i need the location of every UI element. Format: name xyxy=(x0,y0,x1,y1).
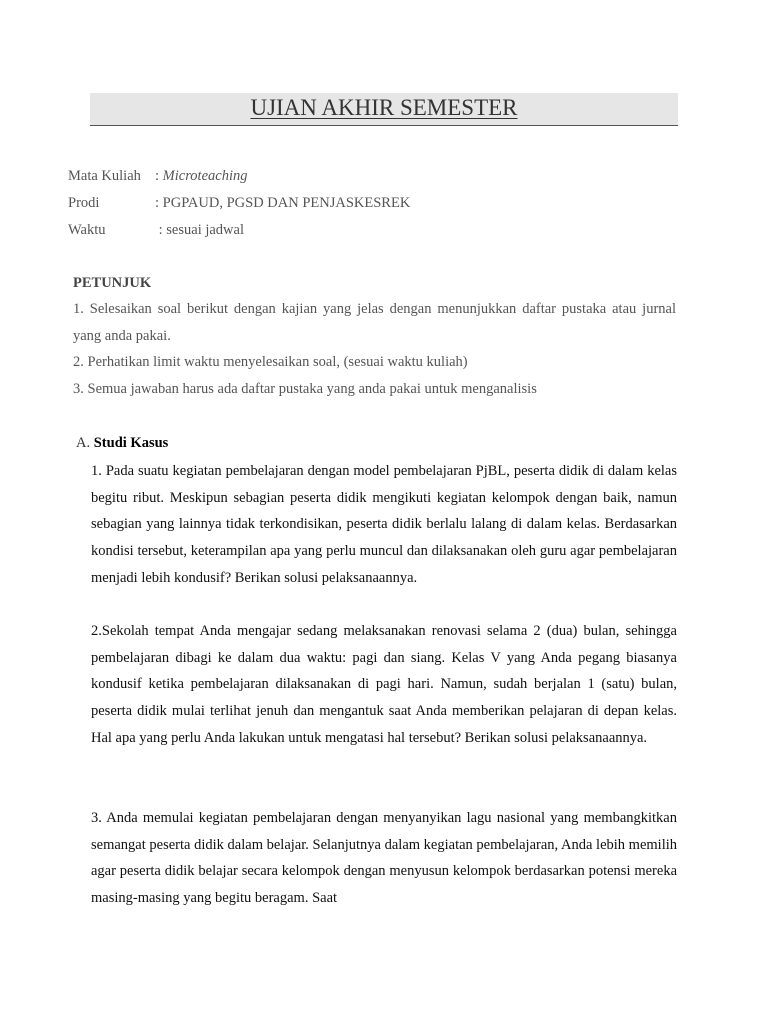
case-text: 3. Anda memulai kegiatan pembelajaran dengan menyanyikan lagu nasional yang membangkitkan semangat peserta didik dalam belajar. Selanjutnya dalam kegiatan pembelajaran, Anda lebih memilih agar peserta didik belajar secara kelompok dengan menyusun kelompok berdasarkan potensi mereka masing-masing yang begitu beragam. Saat xyxy=(91,810,677,907)
meta-value: Microteaching xyxy=(162,168,248,184)
document-title: UJIAN AKHIR SEMESTER xyxy=(250,95,518,120)
section-a-heading xyxy=(76,433,168,453)
meta-separator: : xyxy=(155,222,167,238)
case-item-2 xyxy=(91,618,677,752)
section-a-prefix: A. xyxy=(76,435,94,451)
case-text: 2.Sekolah tempat Anda mengajar sedang melaksanakan renovasi selama 2 (dua) bulan, sehingga pembelajaran dibagi ke dalam dua waktu: pagi dan siang. Kelas V yang Anda pegang biasanya kondusif ketika pembelajaran dilaksanakan di pagi hari. Namun, sudah berjalan 1 (satu) bulan, peserta didik mulai terlihat jenuh dan mengantuk saat Anda memberikan pelajaran di depan kelas. Hal apa yang perlu Anda lakukan untuk mengatasi hal tersebut? Berikan solusi pelaksanaannya. xyxy=(91,623,677,746)
meta-label: Mata Kuliah xyxy=(68,168,141,184)
section-a-title: Studi Kasus xyxy=(93,435,169,451)
meta-row-prodi xyxy=(68,194,410,212)
meta-row-mata-kuliah xyxy=(68,167,247,185)
petunjuk-item: 3. Semua jawaban harus ada daftar pustaka yang anda pakai untuk menganalisis xyxy=(73,380,537,397)
meta-row-waktu xyxy=(68,221,244,239)
petunjuk-section xyxy=(73,273,676,402)
petunjuk-heading: PETUNJUK xyxy=(73,275,152,291)
meta-label: Prodi xyxy=(68,195,100,211)
meta-value: sesuai jadwal xyxy=(166,222,244,238)
meta-separator: : xyxy=(155,168,163,184)
meta-label: Waktu xyxy=(68,222,106,238)
case-item-1 xyxy=(91,458,677,592)
petunjuk-item: 2. Perhatikan limit waktu menyelesaikan soal, (sesuai waktu kuliah) xyxy=(73,354,468,370)
meta-value: PGPAUD, PGSD DAN PENJASKESREK xyxy=(162,195,411,211)
case-text: 1. Pada suatu kegiatan pembelajaran dengan model pembelajaran PjBL, peserta didik di dalam kelas begitu ribut. Meskipun sebagian peserta didik mengikuti kegiatan kelompok dengan baik, namun sebagian yang lainnya tidak terkondisikan, peserta didik berlalu lalang di dalam kelas. Berdasarkan kondisi tersebut, keterampilan apa yang perlu muncul dan dilaksanakan oleh guru agar pembelajaran menjadi lebih kondusif? Berikan solusi pelaksanaannya. xyxy=(91,463,677,586)
document-title-bar xyxy=(90,93,678,126)
petunjuk-item: 1. Selesaikan soal berikut dengan kajian yang jelas dengan menunjukkan daftar pustaka atau jurnal yang anda pakai. xyxy=(73,301,676,344)
meta-separator: : xyxy=(155,195,163,211)
case-item-3 xyxy=(91,805,677,912)
